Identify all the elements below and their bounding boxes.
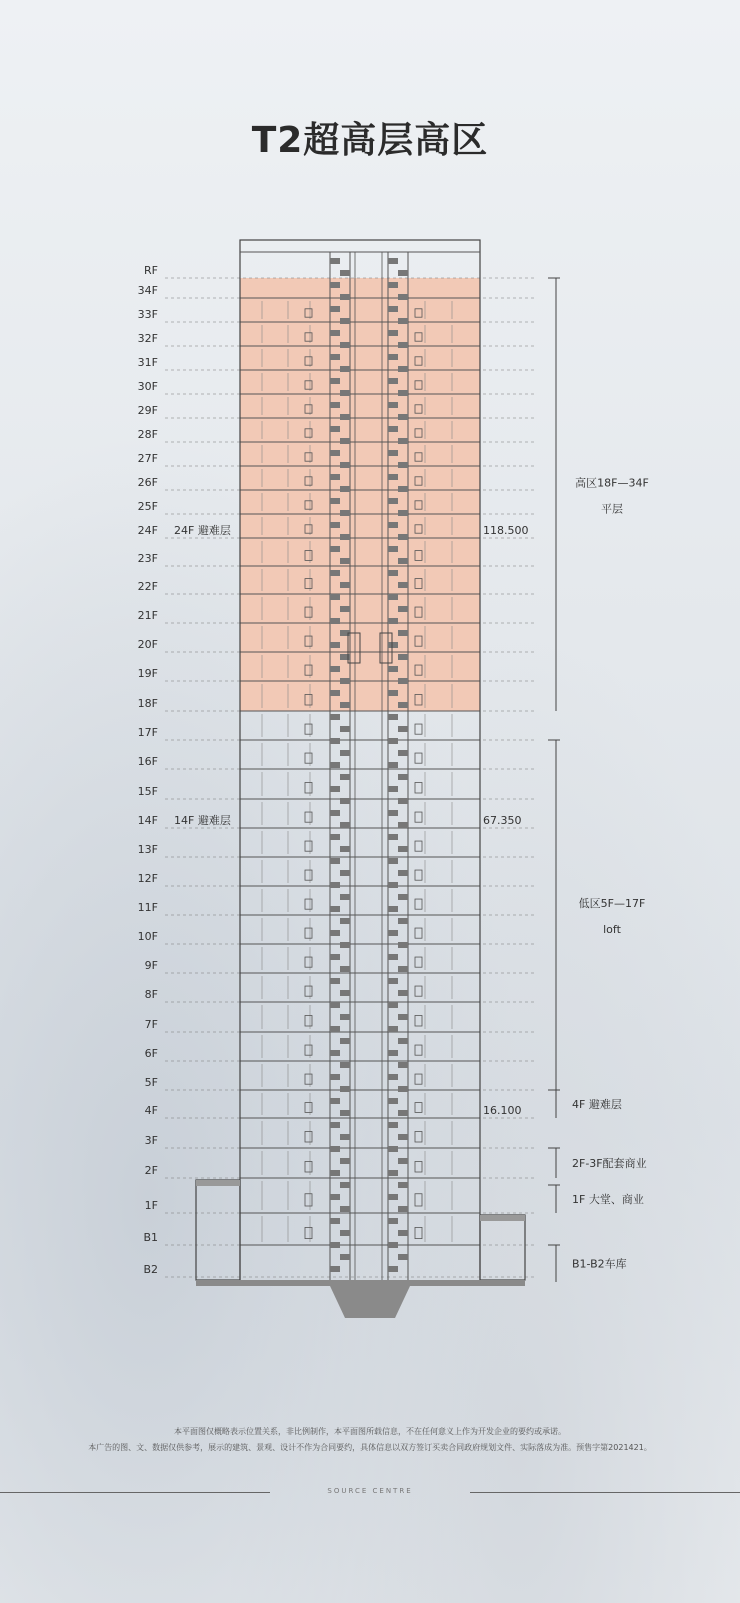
stair-step	[388, 354, 398, 360]
window-mark	[305, 783, 312, 794]
window-mark	[415, 1103, 422, 1113]
stair-step	[398, 870, 408, 876]
stair-step	[340, 822, 350, 828]
stair-step	[330, 258, 340, 264]
zone-label: 1F 大堂、商业	[572, 1193, 644, 1206]
stair-step	[340, 606, 350, 612]
window-mark	[305, 1074, 312, 1084]
floor-label: 2F	[144, 1164, 158, 1177]
floor-label: 16F	[137, 755, 158, 768]
floor-label: 26F	[137, 476, 158, 489]
stair-step	[398, 366, 408, 372]
stair-step	[388, 954, 398, 960]
stair-step	[388, 858, 398, 864]
stair-step	[398, 798, 408, 804]
window-mark	[415, 753, 422, 763]
stair-step	[330, 1266, 340, 1272]
stair-step	[388, 642, 398, 648]
floor-label: 23F	[137, 552, 158, 565]
stair-step	[388, 1098, 398, 1104]
stair-step	[398, 270, 408, 276]
stair-step	[330, 522, 340, 528]
floor-label: 20F	[137, 638, 158, 651]
elevation-value: 67.350	[483, 814, 522, 827]
disclaimer-line-1: 本平面图仅概略表示位置关系，非比例制作，本平面图所载信息，不在任何意义上作为开发企业的要约或承诺。	[174, 1427, 566, 1436]
floor-label: RF	[144, 264, 158, 277]
stair-step	[330, 1026, 340, 1032]
stair-step	[388, 1026, 398, 1032]
window-mark	[305, 1162, 312, 1173]
stair-step	[330, 1050, 340, 1056]
window-mark	[415, 724, 422, 734]
stair-step	[388, 714, 398, 720]
floor-label: 34F	[137, 284, 158, 297]
stair-step	[340, 918, 350, 924]
window-mark	[305, 986, 312, 996]
floor-label: 3F	[144, 1134, 158, 1147]
refuge-floor-label: 14F 避难层	[174, 814, 231, 827]
stair-step	[340, 342, 350, 348]
stair-step	[340, 702, 350, 708]
stair-step	[340, 1182, 350, 1188]
stair-step	[388, 450, 398, 456]
stair-step	[388, 930, 398, 936]
stair-step	[398, 726, 408, 732]
stair-step	[388, 426, 398, 432]
stair-step	[388, 786, 398, 792]
stair-step	[330, 1098, 340, 1104]
page-title: T2超高层高区	[251, 120, 489, 161]
stair-step	[398, 630, 408, 636]
floor-label: 18F	[137, 697, 158, 710]
stair-step	[388, 330, 398, 336]
floor-label: 29F	[137, 404, 158, 417]
window-mark	[415, 783, 422, 794]
stair-step	[398, 1158, 408, 1164]
stair-step	[388, 1146, 398, 1152]
stair-step	[398, 1182, 408, 1188]
window-mark	[305, 1227, 312, 1238]
window-mark	[305, 870, 312, 880]
window-mark	[305, 1045, 312, 1055]
refuge-floor-label: 24F 避难层	[174, 524, 231, 537]
zone-label: loft	[603, 923, 621, 936]
stair-step	[398, 750, 408, 756]
floor-label: 33F	[137, 308, 158, 321]
stair-step	[388, 1050, 398, 1056]
stair-step	[340, 1086, 350, 1092]
window-mark	[305, 928, 312, 938]
window-mark	[305, 1132, 312, 1143]
window-mark	[305, 957, 312, 967]
window-mark	[415, 957, 422, 967]
window-mark	[305, 753, 312, 763]
stair-step	[330, 282, 340, 288]
stair-step	[340, 1134, 350, 1140]
stair-step	[330, 666, 340, 672]
zone-label: 高区18F—34F	[575, 476, 649, 490]
stair-step	[330, 1074, 340, 1080]
floor-label: 8F	[144, 988, 158, 1001]
window-mark	[415, 986, 422, 996]
stair-step	[388, 474, 398, 480]
stair-step	[330, 714, 340, 720]
stair-step	[398, 606, 408, 612]
floor-label: B1	[143, 1231, 158, 1244]
stair-step	[388, 282, 398, 288]
stair-step	[398, 1134, 408, 1140]
window-mark	[415, 1074, 422, 1084]
podium-left	[196, 1180, 240, 1280]
stair-step	[388, 1122, 398, 1128]
stair-step	[330, 378, 340, 384]
stair-step	[330, 1002, 340, 1008]
stair-step	[330, 1218, 340, 1224]
stair-step	[330, 306, 340, 312]
floor-label: 21F	[137, 609, 158, 622]
stair-step	[398, 654, 408, 660]
window-mark	[305, 1016, 312, 1027]
stair-step	[398, 486, 408, 492]
stair-step	[330, 786, 340, 792]
floor-label: 11F	[137, 901, 158, 914]
window-mark	[415, 812, 422, 822]
stair-step	[340, 966, 350, 972]
foundation-slab	[196, 1280, 525, 1286]
window-mark	[415, 870, 422, 880]
stair-step	[398, 966, 408, 972]
stair-step	[388, 306, 398, 312]
stair-step	[398, 390, 408, 396]
stair-step	[340, 1254, 350, 1260]
window-mark	[415, 1194, 422, 1206]
stair-step	[330, 426, 340, 432]
stair-step	[340, 558, 350, 564]
stair-step	[330, 618, 340, 624]
window-mark	[415, 1162, 422, 1173]
floor-label: 24F	[137, 524, 158, 537]
stair-step	[340, 750, 350, 756]
window-mark	[305, 1103, 312, 1113]
stair-step	[330, 1170, 340, 1176]
floor-label: 27F	[137, 452, 158, 465]
stair-step	[388, 546, 398, 552]
stair-step	[388, 882, 398, 888]
stair-step	[340, 774, 350, 780]
floor-label: 19F	[137, 667, 158, 680]
zone-label: 4F 避难层	[572, 1098, 622, 1111]
stair-step	[340, 270, 350, 276]
footer-divider-left	[0, 1492, 270, 1493]
stair-step	[388, 978, 398, 984]
stair-step	[388, 1218, 398, 1224]
stair-step	[388, 1194, 398, 1200]
stair-step	[398, 1062, 408, 1068]
stair-step	[330, 858, 340, 864]
zone-label: B1-B2车库	[572, 1257, 627, 1271]
stair-step	[340, 1158, 350, 1164]
stair-step	[398, 534, 408, 540]
stair-step	[398, 918, 408, 924]
floor-label: 12F	[137, 872, 158, 885]
stair-step	[330, 594, 340, 600]
stair-step	[330, 546, 340, 552]
stair-step	[340, 990, 350, 996]
stair-step	[340, 1110, 350, 1116]
window-mark	[305, 1194, 312, 1206]
floor-label: 1F	[144, 1199, 158, 1212]
stair-step	[388, 810, 398, 816]
stair-step	[398, 678, 408, 684]
pile-cap	[330, 1286, 410, 1318]
stair-step	[340, 726, 350, 732]
stair-step	[340, 438, 350, 444]
stair-step	[398, 1206, 408, 1212]
stair-step	[398, 318, 408, 324]
stair-step	[388, 1266, 398, 1272]
stair-step	[388, 1074, 398, 1080]
disclaimer	[0, 1424, 740, 1456]
stair-step	[330, 570, 340, 576]
footer-brand: SOURCE CENTRE	[327, 1487, 413, 1495]
window-mark	[415, 1227, 422, 1238]
stair-step	[388, 690, 398, 696]
stair-step	[330, 954, 340, 960]
stair-step	[330, 930, 340, 936]
stair-step	[340, 486, 350, 492]
stair-step	[340, 678, 350, 684]
stair-step	[330, 474, 340, 480]
stair-step	[330, 834, 340, 840]
stair-step	[330, 690, 340, 696]
floor-label: 17F	[137, 726, 158, 739]
stair-step	[388, 402, 398, 408]
floor-label: 13F	[137, 843, 158, 856]
window-mark	[415, 1016, 422, 1027]
stair-step	[330, 882, 340, 888]
stair-step	[388, 906, 398, 912]
zone-label: 低区5F—17F	[578, 897, 646, 910]
footer-divider-right	[470, 1492, 740, 1493]
stair-step	[340, 870, 350, 876]
window-mark	[415, 841, 422, 851]
stair-step	[398, 1254, 408, 1260]
stair-step	[388, 498, 398, 504]
window-mark	[305, 899, 312, 909]
stair-step	[398, 558, 408, 564]
floor-label: 4F	[144, 1104, 158, 1117]
stair-step	[388, 1170, 398, 1176]
stair-step	[388, 834, 398, 840]
stair-step	[330, 1122, 340, 1128]
elevation-value: 118.500	[483, 524, 529, 537]
stair-step	[330, 1146, 340, 1152]
stair-step	[398, 510, 408, 516]
window-mark	[305, 841, 312, 851]
stair-step	[330, 906, 340, 912]
window-mark	[415, 899, 422, 909]
stair-step	[340, 390, 350, 396]
window-mark	[415, 1045, 422, 1055]
floor-label: 6F	[144, 1047, 158, 1060]
floor-label: 32F	[137, 332, 158, 345]
stair-step	[340, 894, 350, 900]
stair-step	[388, 378, 398, 384]
elevation-value: 16.100	[483, 1104, 522, 1117]
floor-label: 7F	[144, 1018, 158, 1031]
stair-step	[340, 846, 350, 852]
floor-label: 9F	[144, 959, 158, 972]
stair-step	[340, 798, 350, 804]
stair-step	[330, 762, 340, 768]
stair-step	[340, 462, 350, 468]
stair-step	[330, 642, 340, 648]
stair-step	[398, 1110, 408, 1116]
stair-step	[340, 582, 350, 588]
stair-step	[340, 1230, 350, 1236]
stair-step	[330, 1194, 340, 1200]
stair-step	[340, 942, 350, 948]
stair-step	[340, 1038, 350, 1044]
stair-step	[398, 846, 408, 852]
window-mark	[415, 1132, 422, 1143]
stair-step	[330, 354, 340, 360]
floor-label: 5F	[144, 1076, 158, 1089]
stair-step	[388, 618, 398, 624]
stair-step	[398, 1038, 408, 1044]
podium-right	[480, 1215, 525, 1280]
floor-label: 22F	[137, 580, 158, 593]
stair-step	[340, 1206, 350, 1212]
stair-step	[388, 762, 398, 768]
stair-step	[340, 414, 350, 420]
disclaimer-line-2: 本广告的图、文、数据仅供参考，展示的建筑、景观、设计不作为合同要约，具体信息以双方签订买卖合同政府规划文件、实际落成为准。预售字第2021421。	[88, 1443, 652, 1452]
floor-label: 14F	[137, 814, 158, 827]
floor-label: 30F	[137, 380, 158, 393]
stair-step	[398, 438, 408, 444]
stair-step	[330, 450, 340, 456]
stair-step	[330, 330, 340, 336]
podium-left-roof	[196, 1180, 240, 1186]
stair-step	[340, 1062, 350, 1068]
stair-step	[340, 510, 350, 516]
stair-step	[398, 942, 408, 948]
stair-step	[398, 1086, 408, 1092]
window-mark	[415, 928, 422, 938]
stair-step	[330, 978, 340, 984]
stair-step	[388, 738, 398, 744]
zone-label: 平层	[601, 502, 623, 516]
stair-step	[330, 738, 340, 744]
stair-step	[388, 258, 398, 264]
stair-step	[398, 702, 408, 708]
stair-step	[388, 594, 398, 600]
stair-step	[388, 666, 398, 672]
window-mark	[305, 812, 312, 822]
stair-step	[398, 294, 408, 300]
stair-step	[388, 1242, 398, 1248]
stair-step	[398, 582, 408, 588]
stair-step	[398, 1230, 408, 1236]
stair-step	[398, 990, 408, 996]
stair-step	[340, 366, 350, 372]
floor-label: 31F	[137, 356, 158, 369]
floor-label: 10F	[137, 930, 158, 943]
stair-step	[330, 498, 340, 504]
window-mark	[305, 724, 312, 734]
stair-step	[398, 342, 408, 348]
stair-step	[330, 402, 340, 408]
stair-step	[398, 822, 408, 828]
floor-label: 15F	[137, 785, 158, 798]
stair-step	[398, 1014, 408, 1020]
stair-step	[330, 1242, 340, 1248]
floor-label: 25F	[137, 500, 158, 513]
floor-label: B2	[143, 1263, 158, 1276]
stair-step	[398, 894, 408, 900]
floor-label: 28F	[137, 428, 158, 441]
stair-step	[330, 810, 340, 816]
stair-step	[388, 1002, 398, 1008]
stair-step	[340, 534, 350, 540]
podium-right-roof	[480, 1215, 525, 1221]
stair-step	[398, 462, 408, 468]
stair-step	[340, 318, 350, 324]
zone-label: 2F-3F配套商业	[572, 1157, 647, 1170]
stair-step	[398, 414, 408, 420]
stair-step	[340, 1014, 350, 1020]
stair-step	[388, 570, 398, 576]
stair-step	[388, 522, 398, 528]
stair-step	[340, 294, 350, 300]
stair-step	[398, 774, 408, 780]
